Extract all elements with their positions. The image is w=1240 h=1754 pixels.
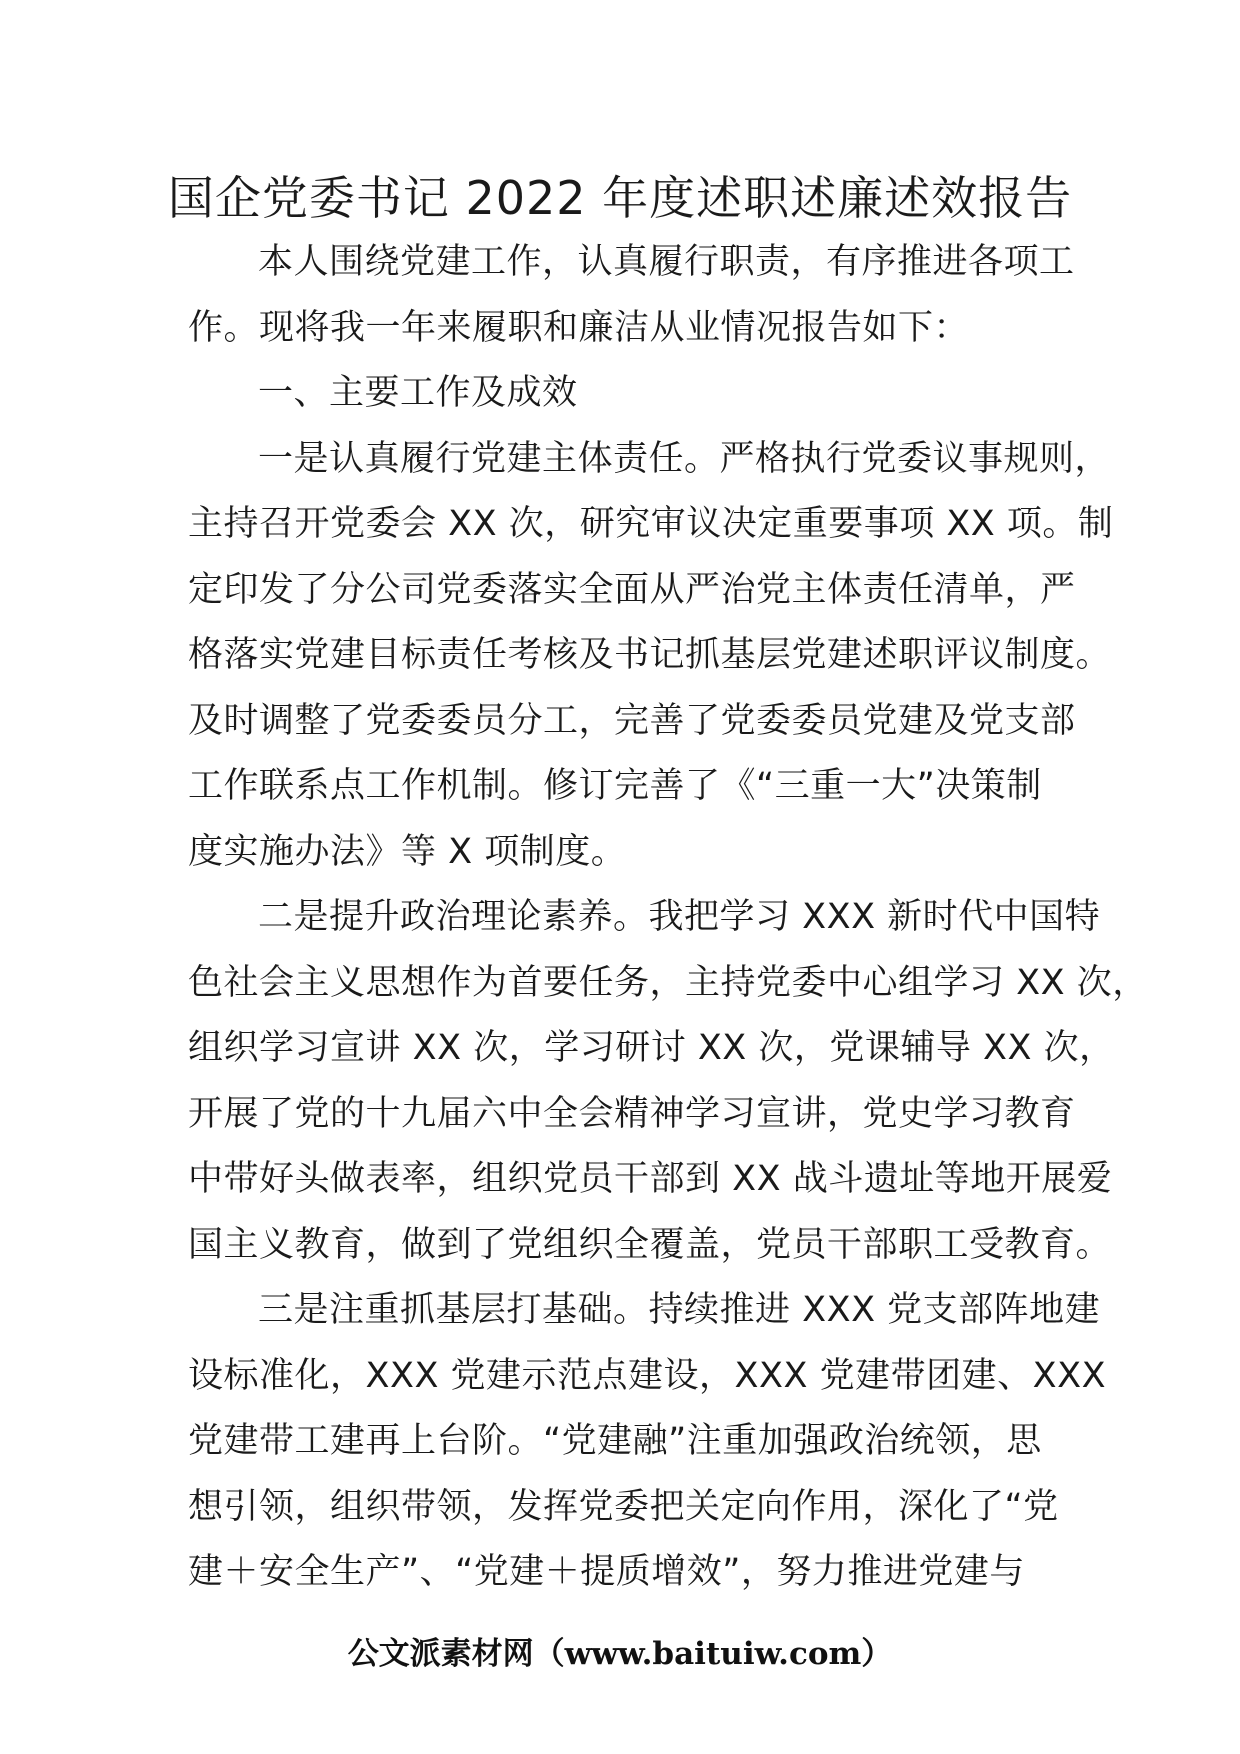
paragraph-line: 度实施办法》等 X 项制度。: [188, 831, 627, 872]
paragraph-line: 建＋安全生产”、“党建＋提质增效”，努力推进党建与: [188, 1552, 1025, 1592]
section-heading: 一、主要工作及成效: [258, 373, 578, 413]
paragraph-line: 及时调整了党委委员分工，完善了党委委员党建及党支部: [188, 700, 1076, 741]
document-title: 国企党委书记 2022 年度述职述廉述效报告: [167, 171, 1073, 225]
paragraph-line: 开展了党的十九届六中全会精神学习宣讲，党史学习教育: [188, 1093, 1076, 1134]
paragraph-line: 二是提升政治理论素养。我把学习 XXX 新时代中国特: [258, 897, 1101, 937]
paragraph-line: 格落实党建目标责任考核及书记抓基层党建述职评议制度。: [188, 635, 1112, 675]
paragraph-line: 本人围绕党建工作，认真履行职责，有序推进各项工: [258, 242, 1075, 282]
paragraph-line: 组织学习宣讲 XX 次，学习研讨 XX 次，党课辅导 XX 次，: [188, 1028, 1115, 1068]
paragraph-line: 作。现将我一年来履职和廉洁从业情况报告如下：: [188, 307, 970, 348]
paragraph-line: 色社会主义思想作为首要任务，主持党委中心组学习 XX 次，: [188, 962, 1148, 1003]
paragraph-line: 想引领，组织带领，发挥党委把关定向作用，深化了“党: [188, 1486, 1059, 1527]
paragraph-line: 主持召开党委会 XX 次，研究审议决定重要事项 XX 项。制: [188, 504, 1114, 544]
paragraph-line: 定印发了分公司党委落实全面从严治党主体责任清单，严: [188, 569, 1076, 610]
paragraph-line: 设标准化，XXX 党建示范点建设，XXX 党建带团建、XXX: [188, 1355, 1107, 1396]
document-body: [188, 230, 1148, 1606]
paragraph-line: 中带好头做表率，组织党员干部到 XX 战斗遗址等地开展爱: [188, 1159, 1113, 1199]
footer-watermark: 公文派素材网（www.baituiw.com）: [347, 1636, 893, 1672]
paragraph-line: 三是注重抓基层打基础。持续推进 XXX 党支部阵地建: [258, 1290, 1101, 1330]
paragraph-line: 一是认真履行党建主体责任。严格执行党委议事规则，: [258, 438, 1111, 479]
paragraph-line: 党建带工建再上台阶。“党建融”注重加强政治统领，思: [188, 1421, 1042, 1461]
paragraph-line: 工作联系点工作机制。修订完善了《“三重一大”决策制: [188, 766, 1042, 806]
paragraph-line: 国主义教育，做到了党组织全覆盖，党员干部职工受教育。: [188, 1224, 1112, 1265]
